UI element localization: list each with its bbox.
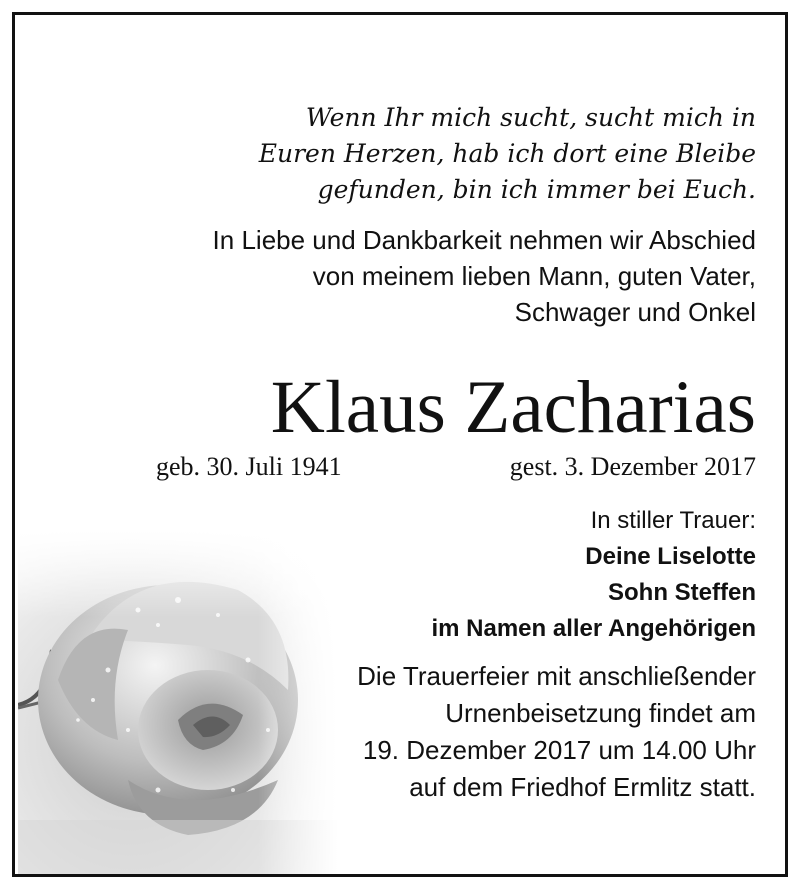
death-date: gest. 3. Dezember 2017 <box>509 452 756 481</box>
life-dates <box>156 451 756 483</box>
poem-line: Wenn Ihr mich sucht, sucht mich in <box>305 103 756 132</box>
ceremony-info <box>236 658 756 806</box>
poem-line: gefunden, bin ich immer bei Euch. <box>317 175 756 204</box>
poem-line: Euren Herzen, hab ich dort eine Bleibe <box>258 139 756 168</box>
deceased-name: Klaus Zacharias <box>270 366 756 449</box>
birth-date: geb. 30. Juli 1941 <box>156 452 342 481</box>
mourner-name: im Namen aller Angehörigen <box>431 615 756 642</box>
ceremony-line: auf dem Friedhof Ermlitz statt. <box>409 772 756 802</box>
mourner-name: Sohn Steffen <box>608 579 756 606</box>
poem-quote <box>136 100 756 208</box>
farewell-intro <box>96 222 756 330</box>
ceremony-line: Urnenbeisetzung findet am <box>445 698 756 728</box>
ceremony-line: Die Trauerfeier mit anschließender <box>357 661 756 691</box>
ceremony-line: 19. Dezember 2017 um 14.00 Uhr <box>362 735 756 765</box>
intro-line: In Liebe und Dankbarkeit nehmen wir Abschied <box>212 225 756 255</box>
intro-line: Schwager und Onkel <box>514 297 756 327</box>
mourners-label: In stiller Trauer: <box>590 507 756 534</box>
obituary-frame <box>12 12 788 877</box>
mourner-name: Deine Liselotte <box>585 543 756 570</box>
mourners-section <box>256 503 756 647</box>
intro-line: von meinem lieben Mann, guten Vater, <box>312 261 756 291</box>
